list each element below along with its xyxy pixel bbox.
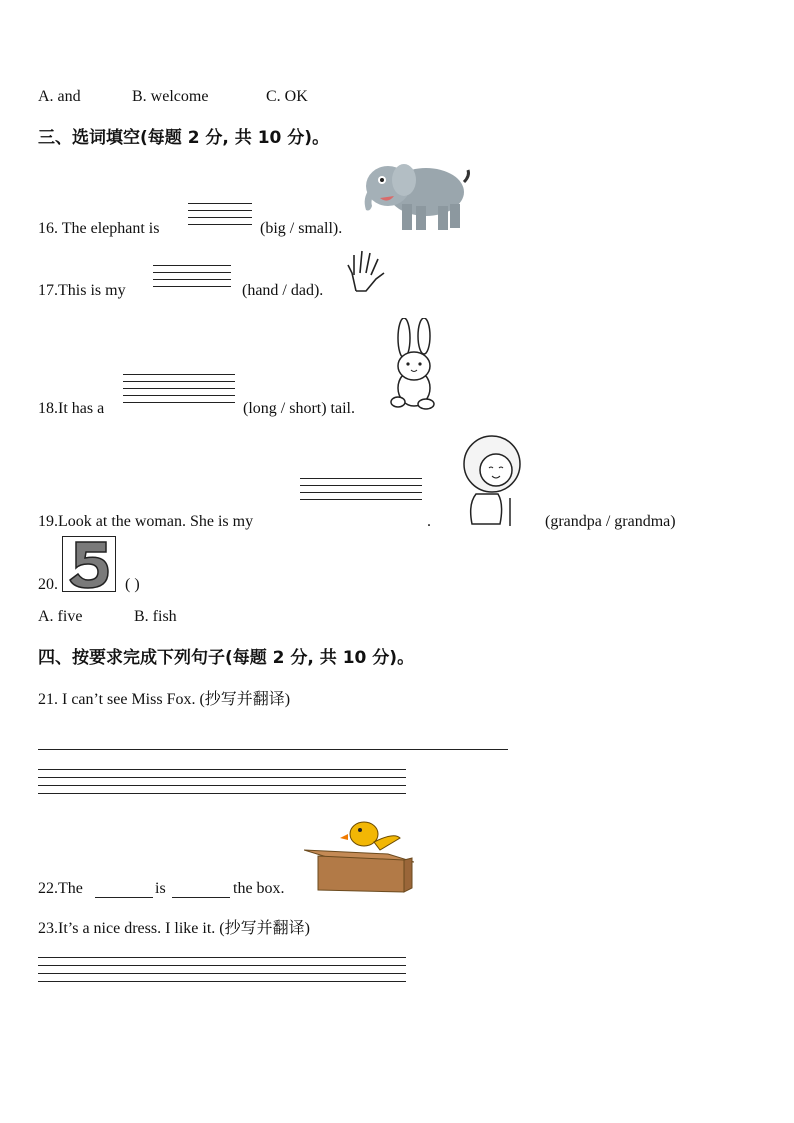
option-a: A. and: [38, 88, 81, 105]
hand-image: [344, 247, 388, 295]
section-4-title: 四、按要求完成下列句子(每题 2 分, 共 10 分)。: [38, 648, 415, 668]
q20-prefix: 20.: [38, 576, 58, 593]
q16-prefix: 16. The elephant is: [38, 220, 160, 237]
q19-answer-lines[interactable]: [300, 478, 422, 506]
section-3-title: 三、选词填空(每题 2 分, 共 10 分)。: [38, 128, 330, 148]
q16-choices: (big / small).: [260, 220, 343, 237]
q22-part-2: is: [155, 880, 166, 897]
number-five-image: [62, 536, 116, 592]
q18-answer-lines[interactable]: [123, 374, 235, 409]
q19-prefix: 19.Look at the woman. She is my: [38, 513, 254, 530]
q17-answer-lines[interactable]: [153, 265, 231, 293]
q20-option-a: A. five: [38, 608, 83, 625]
q23-answer-lines[interactable]: [38, 957, 406, 988]
q22-blank-1[interactable]: [95, 897, 153, 898]
q18-choices: (long / short) tail.: [243, 400, 355, 417]
duck-in-box-image: [304, 812, 414, 896]
q21-copy-lines[interactable]: [38, 769, 406, 800]
q20-paren[interactable]: ( ): [125, 576, 140, 593]
q17-choices: (hand / dad).: [242, 282, 324, 299]
q21-text: 21. I can’t see Miss Fox. (抄写并翻译): [38, 691, 291, 708]
q21-translation-line[interactable]: [38, 749, 508, 756]
q19-choices: (grandpa / grandma): [545, 513, 676, 530]
q23-text: 23.It’s a nice dress. I like it. (抄写并翻译): [38, 920, 310, 937]
q20-option-b: B. fish: [134, 608, 177, 625]
grandma-image: [458, 434, 524, 528]
q22-blank-2[interactable]: [172, 897, 230, 898]
q16-answer-lines[interactable]: [188, 203, 252, 231]
q19-dot: .: [427, 513, 431, 530]
q17-prefix: 17.This is my: [38, 282, 126, 299]
q18-prefix: 18.It has a: [38, 400, 105, 417]
q22-part-1: 22.The: [38, 880, 83, 897]
option-c: C. OK: [266, 88, 308, 105]
q22-part-3: the box.: [233, 880, 285, 897]
rabbit-image: [384, 318, 438, 412]
elephant-image: [360, 158, 472, 236]
option-b: B. welcome: [132, 88, 209, 105]
